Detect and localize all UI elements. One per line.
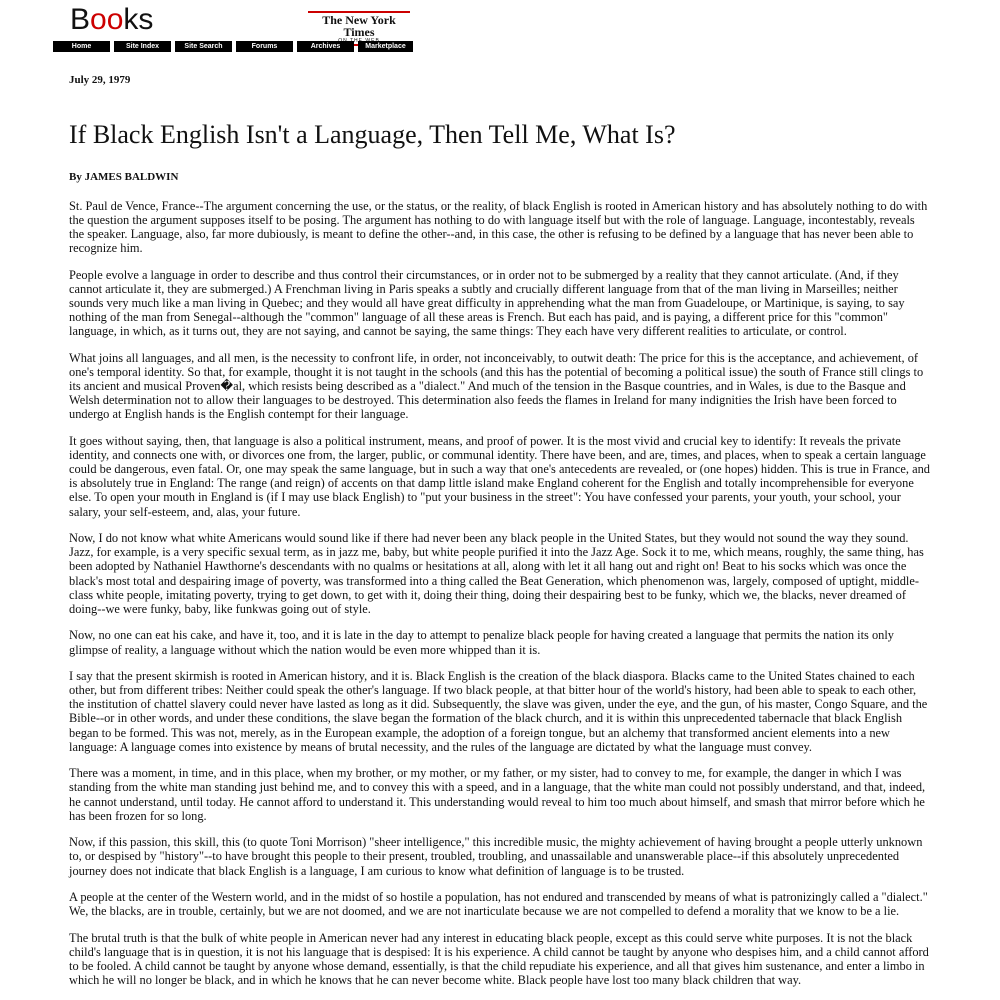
books-logo[interactable]	[70, 2, 153, 38]
paragraph-2: People evolve a language in order to describe and thus control their circumstances, or in order not to be submerged by a reality that they cannot articulate. (And, if they cannot articulate it, they are submerged.) A Frenchman living in Paris speaks a subtly and crucially different language from that of the man living in Marseilles; neither sounds very much like a man living in Quebec; and they would all have great difficulty in apprehending what the man from Guadeloupe, or Martinique, is saying, to say nothing of the man from Senegal--although the "common" language of all these areas is French. But each has paid, and is paying, a different price for this "common" language, in which, as it turns out, they are not saying, and cannot be saying, the same things: They each have very different realities to articulate, or control.	[69, 267, 905, 339]
logo-b: B	[70, 3, 91, 36]
nav-site-index-button[interactable]: Site Index	[114, 41, 171, 52]
nav-archives-button[interactable]: Archives	[297, 41, 354, 52]
paragraph-4: It goes without saying, then, that language is also a political instrument, means, and proof of power. It is the most vivid and crucial key to identify: It reveals the private identity, and connects one with, or divorces one from, the larger, public, or communal identity. There have been, and are, times, and places, when to speak a certain language could be dangerous, even fatal. Or, one may speak the same language, but in such a way that one's antecedents are revealed, or (one hopes) hidden. This is true in France, and is absolutely true in England: The range (and reign) of accents on that damp little island make England coherent for the English and totally incomprehensible for everyone else. To open your mouth in England is (if I may use black English) to "put your business in the street": You have confessed your parents, your youth, your school, your salary, your self-esteem, and, alas, your future.	[69, 434, 930, 519]
logo-oo: oo	[90, 3, 124, 36]
article-headline: If Black English Isn't a Language, Then Tell Me, What Is?	[69, 120, 676, 149]
nav-bar	[53, 41, 413, 52]
paragraph-6: Now, no one can eat his cake, and have it, too, and it is late in the day to attempt to penalize black people for having created a language that permits the nation its only glimpse of reality, a language without which the nation would be even more whipped than it is.	[69, 628, 894, 657]
paragraph-7: I say that the present skirmish is rooted in American history, and it is. Black English is the creation of the black diaspora. Blacks came to the United States chained to each other, but from different tribes: Neither could speak the other's language. If two black people, at that bitter hour of the world's history, had been able to speak to each other, the institution of chattel slavery could never have lasted as long as it did. Subsequently, the slave was given, under the eye, and the gun, of his master, Congo Square, and the Bible--or in other words, and under these conditions, the slave began the formation of the black church, and it is within this unprecedented tabernacle that black English began to be formed. This was not, merely, as in the European example, the adoption of a foreign tongue, but an alchemy that transformed ancient elements into a new language: A language comes into existence by means of brutal necessity, and the rules of the language are dictated by what the language must convey.	[69, 669, 928, 754]
paragraph-8: There was a moment, in time, and in this place, when my brother, or my mother, or my father, or my sister, had to convey to me, for example, the danger in which I was standing from the white man standing just behind me, and to convey this with a speed, and in a language, that the white man could not possibly understand, and that, indeed, he cannot understand, until today. He cannot afford to understand it. This understanding would reveal to him too much about himself, and smash that mirror before which he has been frozen for so long.	[69, 766, 926, 823]
paragraph-9: Now, if this passion, this skill, this (to quote Toni Morrison) "sheer intelligence," this incredible music, the mighty achievement of having brought a people utterly unknown to, or despised by "history"--to have brought this people to their present, troubled, troubling, and unassailable and unanswerable place--if this absolutely unprecedented journey does not indicate that black English is a language, I am curious to know what definition of language is to be trusted.	[69, 835, 923, 878]
nyt-subtitle: THE	[308, 38, 410, 46]
article-byline: By JAMES BALDWIN	[69, 171, 179, 183]
article	[69, 73, 932, 1000]
paragraph-10: A people at the center of the Western world, and in the midst of so hostile a population, has not endured and transcended by means of what is patronizingly called a "dialect." We, the blacks, are in trouble, certainly, but we are not doomed, and we are not inarticulate because we are not compelled to defend a morality that we know to be a lie.	[69, 890, 928, 919]
logo-ks: ks	[123, 3, 154, 36]
nav-forums-button[interactable]: Forums	[236, 41, 293, 52]
paragraph-11: The brutal truth is that the bulk of white people in American never had any interest in educating black people, except as this could serve white purposes. It is not the black child's language that is in question, it is not his language that is despised: It is his experience. A child cannot be taught by anyone who despises him, and a child cannot afford to be fooled. A child cannot be taught by anyone whose demand, essentially, is that the child repudiate his experience, and all that gives him sustenance, and enter a limbo in which he will no longer be black, and in which he knows that he can never become white. Black people have lost too many black children that way.	[69, 930, 929, 988]
nav-site-search-button[interactable]: Site Search	[175, 41, 232, 52]
paragraph-5: Now, I do not know what white Americans would sound like if there had never been any black people in the United States, but they would not sound the way they sound. Jazz, for example, is a very specific sexual term, as in jazz me, baby, but white people purified it into the Jazz Age. Sock it to me, which means, roughly, the same thing, has been adopted by Nathaniel Hawthorne's descendants with no qualms or hesitations at all, along with let it all hang out and right on! Beat to his socks which was once the black's most total and despairing image of poverty, was transformed into a thing called the Beat Generation, which phenomenon was, largely, composed of uptight, middle-class white people, imitating poverty, trying to get down, to get with it, doing their thing, doing their despairing best to be funky, which we, the blacks, never dreamed of doing--we were funky, baby, like funkwas going out of style.	[69, 531, 924, 616]
nyt-title: The New York Times	[322, 13, 396, 39]
paragraph-3: What joins all languages, and all men, is the necessity to confront life, in order, not inconceivably, to outwit death: The price for this is the acceptance, and achievement, of one's temporal identity. So that, for example, thought it is not taught in the schools (and this has the potential of becoming a political issue) the south of France still clings to its ancient and musical Proven�al, which resists being described as a "dialect." And much of the tension in the Basque countries, and in Wales, is due to the Basque and Welsh determination not to allow their languages to be destroyed. This determination also feeds the flames in Ireland for many indignities the Irish have been forced to undergo at English hands is the English contempt for their language.	[69, 351, 924, 422]
nav-home-button[interactable]: Home	[53, 41, 110, 52]
paragraph-1: St. Paul de Vence, France--The argument concerning the use, or the status, or the reality, of black English is rooted in American history and has absolutely nothing to do with the question the argument supposes itself to be posing. The argument has nothing to do with language itself but with the role of language. Language, incontestably, reveals the speaker. Language, also, far more dubiously, is meant to define the other--and, in this case, the other is refusing to be defined by a language that has never been able to recognize him.	[69, 199, 928, 256]
article-date: July 29, 1979	[69, 74, 131, 86]
nav-marketplace-button[interactable]: Marketplace	[358, 41, 413, 52]
